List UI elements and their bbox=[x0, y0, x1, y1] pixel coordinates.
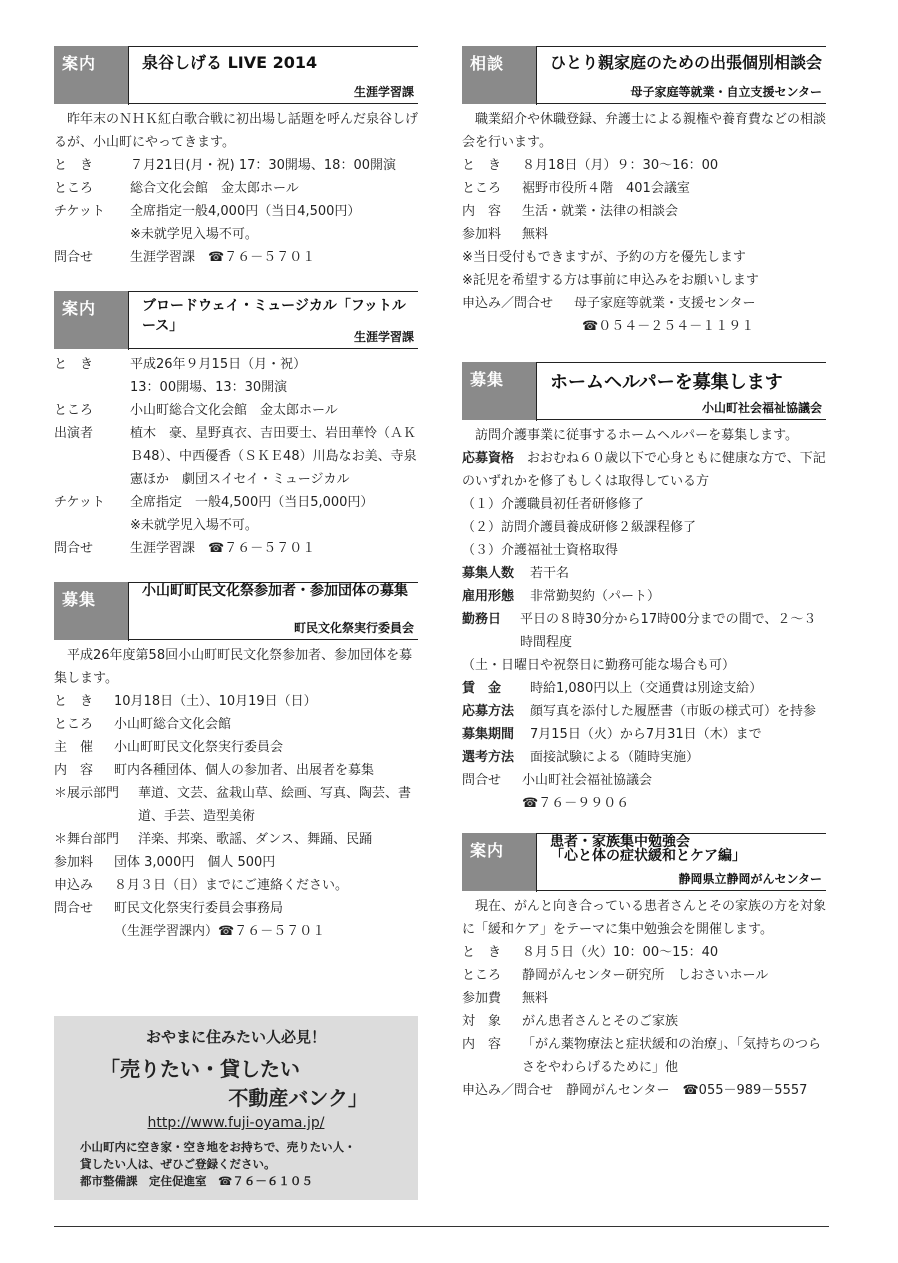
info-row: ＊舞台部門 洋楽、邦楽、歌謡、ダンス、舞踊、民踊 bbox=[54, 832, 373, 847]
ad-headline: おやまに住みたい人必見！ bbox=[145, 1028, 326, 1046]
ad-title-line1: 「売りたい・貸したい bbox=[100, 1057, 300, 1081]
info-row: 参加料 無料 bbox=[462, 227, 549, 242]
consult-single-parent bbox=[462, 46, 826, 338]
intro-text: 平成26年度第58回小山町町民文化祭参加者、参加団体を募集します。 bbox=[54, 648, 413, 686]
info-row: チケット 全席指定一般4,000円（当日4,500円） bbox=[54, 204, 361, 219]
note-text: （土・日曜日や祝祭日に勤務可能な場合も可） bbox=[462, 658, 736, 673]
info-row: ところ 小山町総合文化会館 金太郎ホール bbox=[54, 403, 338, 418]
info-row: と き ８月18日（月）９：30～16：00 bbox=[462, 158, 719, 173]
info-row: ところ 静岡がんセンター研究所 しおさいホール bbox=[462, 968, 769, 983]
department: 母子家庭等就業・自立支援センター bbox=[630, 85, 822, 99]
section-body bbox=[462, 891, 826, 1102]
category-badge: 相談 bbox=[462, 46, 536, 104]
section-body bbox=[462, 104, 826, 338]
ad-title-line2: 不動産バンク」 bbox=[228, 1086, 368, 1110]
info-row: 応募方法 顔写真を添付した履歴書（市販の様式可）を持参 bbox=[462, 704, 817, 719]
intro-text: 職業紹介や休職登録、弁護士による親権や養育費などの相談会を行います。 bbox=[462, 112, 827, 150]
section-header bbox=[54, 582, 418, 640]
info-row: チケット 全席指定 一般4,500円（当日5,000円） bbox=[54, 495, 374, 510]
list-item: （２）訪問介護員養成研修２級課程修了 bbox=[462, 520, 697, 535]
note-text: ※託児を希望する方は事前に申込みをお願いします bbox=[462, 273, 759, 288]
info-row: 内 容 町内各種団体、個人の参加者、出展者を募集 bbox=[54, 763, 375, 778]
notice-izumiya-live bbox=[54, 46, 418, 269]
info-row: ところ 小山町総合文化会館 bbox=[54, 717, 232, 732]
qualification-text: 応募資格 おおむね６０歳以下で心身ともに健康な方で、下記のいずれかを修了もしくは取得している方 bbox=[462, 451, 826, 489]
info-row: 問合せ 小山町社会福祉協議会 bbox=[462, 773, 653, 788]
contact-line: 申込み／問合せ 静岡がんセンター ☎055－989－5557 bbox=[462, 1083, 808, 1098]
contact-phone: ☎０５４－２５４－１１９１ bbox=[582, 319, 755, 334]
list-item: （１）介護職員初任者研修修了 bbox=[462, 497, 645, 512]
category-badge: 案内 bbox=[54, 46, 128, 104]
department: 生涯学習課 bbox=[353, 330, 414, 344]
note-text: ※当日受付もできますが、予約の方を優先します bbox=[462, 250, 746, 265]
intro-text: 現在、がんと向き合っている患者さんとその家族の方を対象に「緩和ケア」をテーマに集中勉強会を開催します。 bbox=[462, 899, 827, 937]
info-row: 出演者 植木 豪、星野真衣、吉田要士、岩田華怜（ＡＫＢ48）、中西優香（ＳＫＥ48）川島なお美、寺泉 憲ほか 劇団スイセイ・ミュージカル bbox=[54, 426, 430, 487]
left-column bbox=[54, 46, 430, 1188]
department: 町民文化祭実行委員会 bbox=[293, 621, 414, 635]
section-body bbox=[54, 104, 418, 269]
info-row: 対 象 がん患者さんとそのご家族 bbox=[462, 1014, 679, 1029]
info-row: ※未就学児入場不可。 bbox=[130, 518, 258, 533]
section-title: ホームヘルパーを募集します bbox=[550, 372, 783, 393]
info-row: と き ７月21日(月・祝) 17：30開場、18：00開演 bbox=[54, 158, 396, 173]
info-row: 問合せ 生涯学習課 ☎７６－５７０１ bbox=[54, 541, 316, 556]
info-row: ※未就学児入場不可。 bbox=[130, 227, 258, 242]
info-row: 13：00開場、13：30開演 bbox=[130, 380, 288, 395]
section-body bbox=[462, 420, 826, 815]
info-row: ☎７６－９９０６ bbox=[522, 796, 630, 811]
section-title: ブロードウェイ・ミュージカル「フットルース」 bbox=[142, 298, 406, 334]
list-item: （３）介護福祉士資格取得 bbox=[462, 543, 619, 558]
recruit-home-helper bbox=[462, 362, 826, 815]
notice-cancer-study-session bbox=[462, 833, 826, 1102]
info-row: と き ８月５日（火）10：00～15：40 bbox=[462, 945, 719, 960]
category-badge: 募集 bbox=[462, 362, 536, 420]
info-row: 主 催 小山町町民文化祭実行委員会 bbox=[54, 740, 284, 755]
info-row: 内 容 生活・就業・法律の相談会 bbox=[462, 204, 679, 219]
info-row: 勤務日 平日の８時30分から17時00分までの間で、２～３時間程度 bbox=[462, 612, 817, 650]
ad-url-link[interactable]: http://www.fuji-oyama.jp/ bbox=[147, 1115, 325, 1131]
intro-text: 昨年末のＮＨＫ紅白歌合戦に初出場し話題を呼んだ泉谷しげるが、小山町にやってきます。 bbox=[54, 112, 419, 150]
info-row: と き 平成26年９月15日（月・祝） bbox=[54, 357, 307, 372]
category-badge: 募集 bbox=[54, 582, 128, 640]
section-header bbox=[462, 46, 826, 104]
info-row: 問合せ 町民文化祭実行委員会事務局 bbox=[54, 901, 284, 916]
department: 小山町社会福祉協議会 bbox=[701, 401, 822, 415]
section-header bbox=[462, 833, 826, 891]
department: 生涯学習課 bbox=[353, 85, 414, 99]
notice-footloose-musical bbox=[54, 291, 430, 560]
category-badge: 案内 bbox=[462, 833, 536, 891]
section-title: 泉谷しげる LIVE 2014 bbox=[142, 53, 318, 72]
section-title: ひとり親家庭のための出張個別相談会 bbox=[550, 53, 823, 72]
info-row: 賃 金 時給1,080円以上（交通費は別途支給） bbox=[462, 681, 763, 696]
intro-text: 訪問介護事業に従事するホームヘルパーを募集します。 bbox=[475, 428, 799, 443]
info-row: 問合せ 生涯学習課 ☎７６－５７０１ bbox=[54, 250, 316, 265]
info-row: ＊展示部門 華道、文芸、盆栽山草、絵画、写真、陶芸、書道、手芸、造型美術 bbox=[54, 786, 412, 824]
section-header bbox=[462, 362, 826, 420]
category-badge: 案内 bbox=[54, 291, 128, 349]
info-row: 申込み／問合せ 母子家庭等就業・支援センター bbox=[462, 296, 756, 311]
page-bottom-rule bbox=[54, 1226, 829, 1227]
info-row: 参加料 団体 3,000円 個人 500円 bbox=[54, 855, 276, 870]
info-row: 参加費 無料 bbox=[462, 991, 549, 1006]
info-row: 募集人数 若干名 bbox=[462, 566, 570, 581]
info-row: （生涯学習課内）☎７６－５７０１ bbox=[114, 924, 326, 939]
department: 静岡県立静岡がんセンター bbox=[678, 872, 822, 886]
info-row: 募集期間 7月15日（火）から7月31日（木）まで bbox=[462, 727, 762, 742]
section-body bbox=[54, 640, 418, 943]
recruit-culture-festival bbox=[54, 582, 418, 943]
right-column bbox=[462, 46, 826, 1102]
section-body bbox=[54, 349, 430, 560]
info-row: 選考方法 面接試験による（随時実施） bbox=[462, 750, 700, 765]
info-row: ところ 総合文化会館 金太郎ホール bbox=[54, 181, 299, 196]
section-title: 小山町町民文化祭参加者・参加団体の募集 bbox=[142, 583, 408, 599]
real-estate-bank-ad bbox=[54, 1016, 418, 1200]
info-row: 雇用形態 非常勤契約（パート） bbox=[462, 589, 661, 604]
info-row: ところ 裾野市役所４階 401会議室 bbox=[462, 181, 690, 196]
info-row: 申込み ８月３日（日）までにご連絡ください。 bbox=[54, 878, 349, 893]
ad-description: 小山町内に空き家・空き地をお持ちで、売りたい人・ 貸したい人は、ぜひご登録ください。 都市整備課 定住促進室 ☎７６－６１０５ bbox=[80, 1140, 356, 1188]
info-row: と き 10月18日（土）、10月19日（日） bbox=[54, 694, 317, 709]
section-title: 患者・家族集中勉強会 「心と体の症状緩和とケア編」 bbox=[550, 834, 746, 864]
section-header bbox=[54, 291, 418, 349]
info-row: 内 容 「がん薬物療法と症状緩和の治療」、「気持ちのつらさをやわらげるために」他 bbox=[462, 1037, 822, 1075]
section-header bbox=[54, 46, 418, 104]
